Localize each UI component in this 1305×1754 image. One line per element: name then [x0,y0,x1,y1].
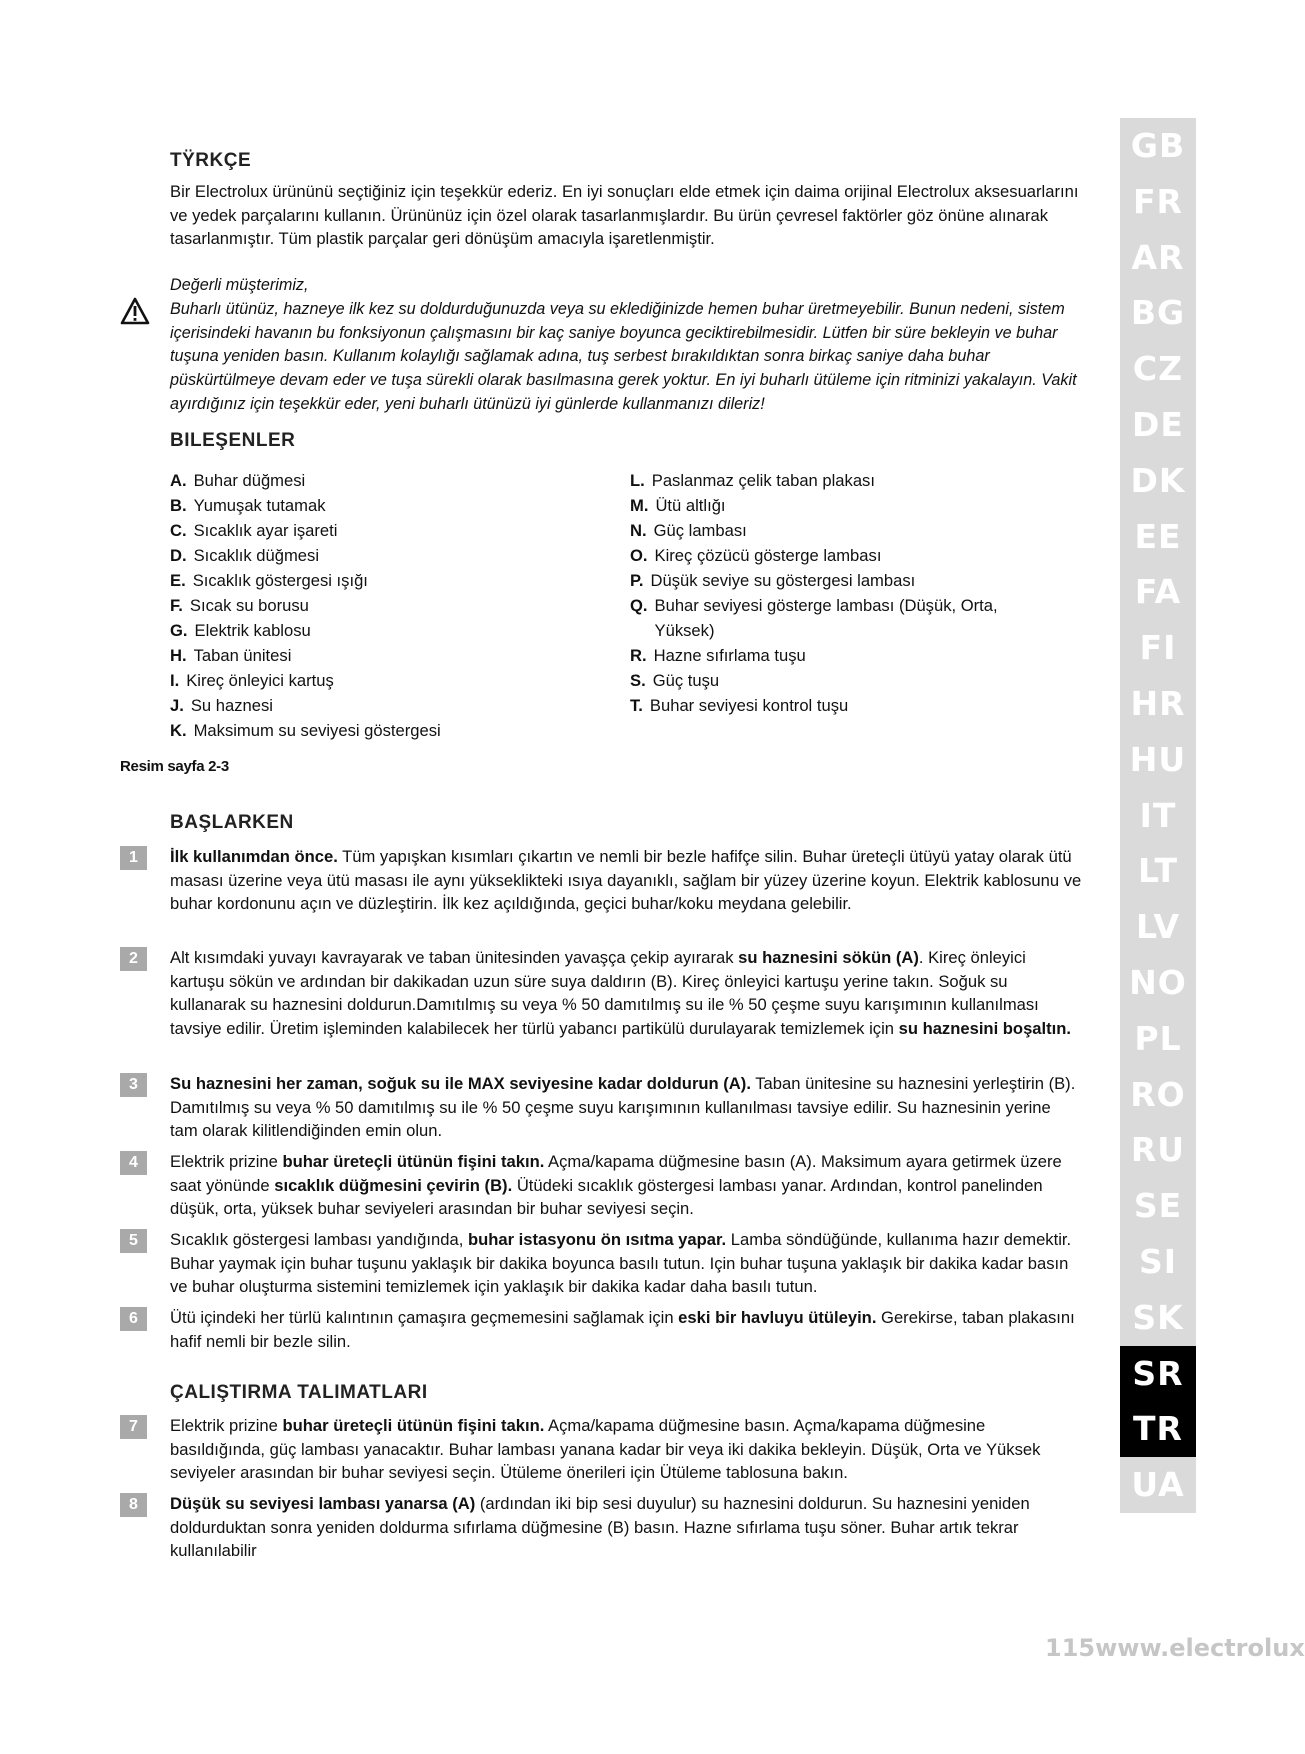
intro-paragraph: Bir Electrolux ürününü seçtiğiniz için teşekkür ederiz. En iyi sonuçları elde etmek için daima orijinal Electrolux aksesuarlarını ve yedek parçalarını kullanın. Ürününüz için özel olarak tasarlanmışlardır. Bu ürün çevresel faktörler göz önüne alınarak tasarlanmıştır. Tüm plastik parçalar geri dönüşüm amacıyla işaretlenmiştir. [170,182,1079,248]
list-item: H. Taban ünitesi [170,646,292,665]
list-item: J. Su haznesi [170,696,273,715]
language-tab-bar [1120,118,1196,1513]
step-text: Ütü içindeki her türlü kalıntının çamaşıra geçmemesini sağlamak için eski bir havluyu ütüleyin. Gerekirse, taban plakasını hafif nemli bir bezle silin. [170,1308,1075,1351]
step-number: 3 [120,1073,147,1097]
language-tab-ar[interactable]: AR [1131,237,1185,277]
components-list-right [630,468,1060,718]
figure-page-note: Resim sayfa 2-3 [120,758,229,775]
page-number-footer: 115www.electrolux [1045,1634,1305,1662]
step-7 [120,1414,1080,1485]
list-item: A. Buhar düğmesi [170,471,306,490]
language-tab-tr[interactable]: TR [1120,1401,1196,1457]
language-tab-ru[interactable]: RU [1130,1130,1186,1170]
section-title-components: BILEŞENLER [170,430,296,451]
list-item: B. Yumuşak tutamak [170,496,326,515]
list-item: I. Kireç önleyici kartuş [170,671,334,690]
list-item: S. Güç tuşu [630,671,720,690]
step-6 [120,1306,1080,1353]
step-1 [120,845,1080,916]
list-item: E. Sıcaklık göstergesi ışığı [170,571,368,590]
warning-salutation: Değerli müşterimiz, [170,276,309,294]
language-tab-no[interactable]: NO [1129,962,1187,1002]
language-tab-bg[interactable]: BG [1130,293,1186,333]
language-tab-de[interactable]: DE [1132,404,1184,444]
language-tab-pl[interactable]: PL [1134,1018,1182,1058]
step-2 [120,946,1080,1040]
language-tab-sk[interactable]: SK [1132,1297,1184,1337]
language-tab-ee[interactable]: EE [1134,516,1182,556]
warning-text: Buharlı ütünüz, hazneye ilk kez su doldurduğunuzda veya su eklediğinizde hemen buhar üretmeyebilir. Bunun nedeni, sistem içerisindeki havanın bu fonksiyonun çalışmasını bir kaç saniye boyunca geciktirebilmesidir. Lütfen bir süre bekleyin ve buhar tuşuna yeniden basın. Kullanım kolaylığı sağlamak adına, tuş serbest bırakıldıktan sonra birkaç saniye daha buhar püskürtülmeye devam eder ve tuşa sürekli olarak basılmasına gerek yoktur. En iyi buharlı ütüleme için ritminizi yakalayın. Vakit ayırdığınız için teşekkür eder, yeni buharlı ütünüzü iyi günlerde kullanmanızı dileriz! [170,299,1077,413]
list-item: L. Paslanmaz çelik taban plakası [630,471,875,490]
language-tab-sr[interactable]: SR [1120,1346,1196,1402]
language-tab-gb[interactable]: GB [1130,126,1186,165]
warning-triangle-icon [120,297,150,325]
language-tab-dk[interactable]: DK [1130,460,1186,500]
list-item: N. Güç lambası [630,521,747,540]
step-number: 8 [120,1493,147,1517]
step-text: Elektrik prizine buhar üreteçli ütünün fişini takın. Açma/kapama düğmesine basın (A). Maksimum ayara getirmek üzere saat yönünde sıcaklık düğmesini çevirin (B). Ütüdeki sıcaklık göstergesi lambası yanar. Ardından, kontrol panelinden düşük, orta, yüksek buhar seviyeleri arasından bir buhar seviyesi seçin. [170,1152,1062,1218]
step-number: 5 [120,1229,147,1253]
list-item: D. Sıcaklık düğmesi [170,546,320,565]
step-text: Elektrik prizine buhar üreteçli ütünün fişini takın. Açma/kapama düğmesine basın. Açma/kapama düğmesine basıldığında, güç lambası yanacaktır. Buhar lambası yanana kadar bir veya iki dakika bekleyin. Düşük, Orta ve Yüksek seviyeler arasından bir buhar seviyesi seçin. Ütüleme önerileri için Ütüleme tablosuna bakın. [170,1416,1041,1482]
section-title-operating-instructions: ÇALIŞTIRMA TALIMATLARI [170,1382,428,1403]
language-tab-se[interactable]: SE [1133,1186,1183,1226]
list-item: K. Maksimum su seviyesi göstergesi [170,721,441,740]
step-text: İlk kullanımdan önce. Tüm yapışkan kısımları çıkartın ve nemli bir bezle hafifçe silin. Buhar üreteçli ütüyü yatay olarak ütü masası üzerine veya ütü masası ile aynı yükseklikteki ısıya dayanıklı, sağlam bir yüzey üzerine koyun. Elektrik kablosunu ve buhar kordonunu açın ve düzleştirin. İlk kez açıldığında, geçici buhar/koku meydana gelebilir. [170,847,1082,913]
step-text: Düşük su seviyesi lambası yanarsa (A) (ardından iki bip sesi duyulur) su haznesini doldurun. Su haznesini yeniden doldurduktan sonra yeniden doldurma sıfırlama düğmesine (B) basın. Hazne sıfırlama tuşu söner. Buhar artık tekrar kullanılabilir [170,1494,1030,1560]
language-tab-ua[interactable]: UA [1131,1465,1185,1505]
step-text: Sıcaklık göstergesi lambası yandığında, buhar istasyonu ön ısıtma yapar. Lamba söndüğünde, kullanıma hazır demektir. Buhar yaymak için buhar tuşunu yaklaşık bir dakika boyunca basılı tutun. Için buhar tuşuna yaklaşık bir dakika kadar basın ve buhar oluşturma sistemini temizlemek için yaklaşık bir dakika kadar daha basılı tutun. [170,1230,1072,1296]
step-3 [120,1072,1080,1143]
list-item: T. Buhar seviyesi kontrol tuşu [630,696,849,715]
step-number: 7 [120,1415,147,1439]
step-text: Alt kısımdaki yuvayı kavrayarak ve taban ünitesinden yavaşça çekip ayırarak su haznesini sökün (A). Kireç önleyici kartuşu sökün ve ardından bir dakikadan uzun süre suya daldırın (B). Kireç önleyici kartuşu yerine takın. Soğuk su kullanarak su haznesini doldurun.Damıtılmış su veya % 50 damıtılmış su ile % 50 çeşme suyu karışımının kullanılması tavsiye edilir. Üretim işleminden kalabilecek her türlü yabancı partikülü durulayarak temizlemek için su haznesini boşaltın. [170,948,1072,1038]
language-tab-lt[interactable]: LT [1137,851,1179,891]
list-item: R. Hazne sıfırlama tuşu [630,646,806,665]
language-tab-fa[interactable]: FA [1134,572,1182,612]
list-item: G. Elektrik kablosu [170,621,311,640]
language-tab-hu[interactable]: HU [1129,739,1187,779]
language-tab-hr[interactable]: HR [1130,683,1186,723]
list-item: P. Düşük seviye su göstergesi lambası [630,571,916,590]
step-4 [120,1150,1080,1221]
language-tab-si[interactable]: SI [1138,1241,1178,1281]
components-list-left [170,468,590,743]
section-title-turkish: TŸRKÇE [170,150,252,171]
language-tab-cz[interactable]: CZ [1132,349,1184,389]
list-item: M. Ütü altlığı [630,496,726,515]
step-number: 6 [120,1307,147,1331]
step-8 [120,1492,1080,1563]
language-tab-fr[interactable]: FR [1133,181,1183,221]
warning-block [170,274,1090,417]
language-tab-fi[interactable]: FI [1139,628,1177,668]
list-item: C. Sıcaklık ayar işareti [170,521,338,540]
section-title-getting-started: BAŞLARKEN [170,812,294,833]
step-number: 1 [120,846,147,870]
language-tab-lv[interactable]: LV [1135,907,1181,947]
step-text: Su haznesini her zaman, soğuk su ile MAX seviyesine kadar doldurun (A). Taban ünitesine su haznesini yerleştirin (B). Damıtılmış su veya % 50 damıtılmış su ile % 50 çeşme suyu karışımının kullanılması tavsiye edilir. Su haznesinin yerine tam olarak kilitlendiğinden emin olun. [170,1074,1076,1140]
list-item: O. Kireç çözücü gösterge lambası [630,546,882,565]
step-5 [120,1228,1080,1299]
step-number: 2 [120,947,147,971]
step-number: 4 [120,1151,147,1175]
language-tab-it[interactable]: IT [1139,795,1177,835]
language-tab-ro[interactable]: RO [1130,1074,1186,1114]
list-item: F. Sıcak su borusu [170,596,309,615]
list-item: Q. Buhar seviyesi gösterge lambası (Düşük, Orta, Yüksek) [630,596,998,640]
